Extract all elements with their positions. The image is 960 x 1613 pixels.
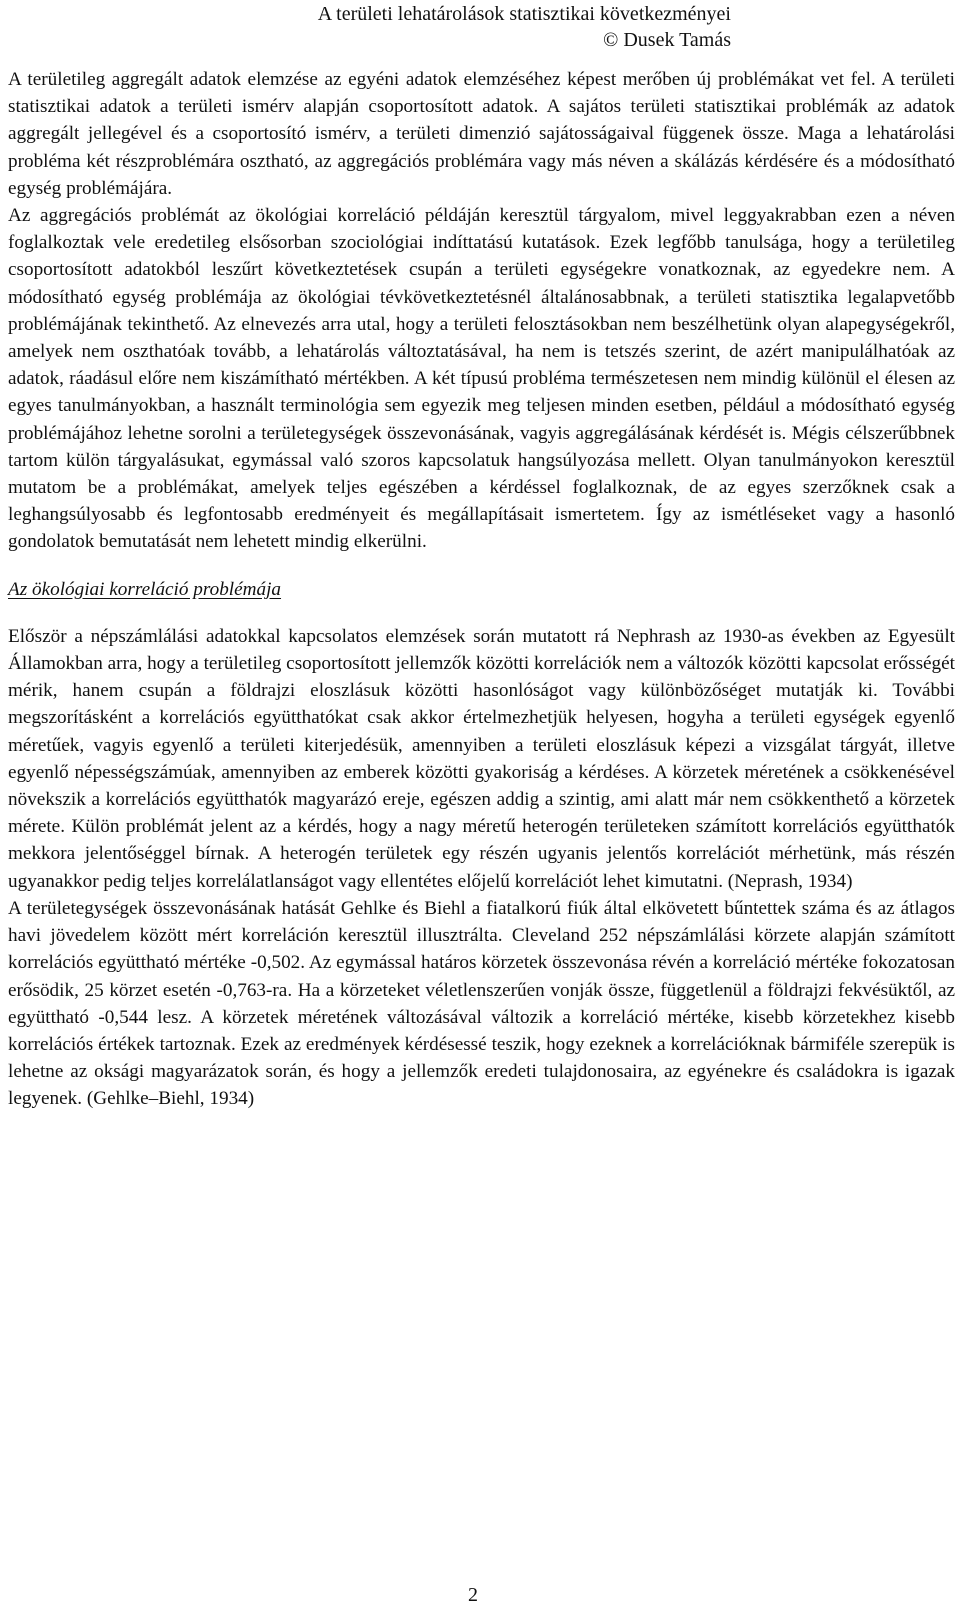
page-number: 2 bbox=[468, 1584, 478, 1606]
header-author: © Dusek Tamás bbox=[603, 29, 731, 51]
paragraph: A területegységek összevonásának hatását Gehlke és Biehl a fiatalkorú fiúk által elkövetett bűntettek száma és az átlagos havi jövedelem között mért korreláción keresztül illusztrálta. Cleveland 252 népszámlálási körzete alapján számított korrelációs együttható mértéke -0,502. Az egymással határos körzetek összevonása révén a korreláció mértéke fokozatosan erősödik, 25 körzet esetén -0,763-ra. Ha a körzeteket véletlenszerűen vonják össze, függetlenül a földrajzi fekvésüktől, az együttható -0,544 lesz. A körzetek méretének változásával változik a korreláció mértéke, kisebb körzetekhez kisebb korrelációs értékek tartoznak. Ezek az eredmények kérdésessé teszik, hogy ezeknek a korrelációknak bármiféle szerepük is lehetne az oksági magyarázatok során, és hogy a jellemzők eredeti tulajdonosaira, az egyénekre és családokra is igazak legyenek. (Gehlke–Biehl, 1934) bbox=[8, 897, 955, 1110]
paragraph: Először a népszámlálási adatokkal kapcsolatos elemzések során mutatott rá Nephrash az 1930-as években az Egyesült Államokban arra, hogy a területileg csoportosított jellemzők közötti korrelációk nem a változók közötti kapcsolat erősségét mérik, hanem csupán a földrajzi eloszlásuk közötti hasonlóságot vagy különbözőséget mutatják ki. További megszorításként a korrelációs együtthatókat csak akkor értelmezhetjük helyesen, hogyha a területi egységek egyenlő méretűek, vagyis egyenlő a területi kiterjedésük, amennyiben a területi eloszlásuk képezi a vizsgálat tárgyát, illetve egyenlő népességszámúak, amennyiben az emberek közötti gyakoriság a kérdéses. A körzetek méretének a csökkenésével növekszik a korrelációs együtthatók magyarázó ereje, egészen addig a szintig, ami alatt már nem csökkenthető a körzetek mérete. Külön problémát jelent az a kérdés, hogy a nagy méretű heterogén területeken számított korrelációs együtthatók mekkora jelentőséggel bírnak. A heterogén területek egy részén ugyanis jelentős korrelációt mérhetünk, más részén ugyanakkor pedig teljes korrelálatlanságot vagy ellentétes előjelű korrelációt lehet kimutatni. (Neprash, 1934) bbox=[8, 625, 955, 892]
paragraph: A területileg aggregált adatok elemzése az egyéni adatok elemzéséhez képest merőben új problémákat vet fel. A területi statisztikai adatok a területi ismérv alapján csoportosított adatok. A sajátos területi statisztikai problémák az adatok aggregált jellegével és a csoportosító ismérv, a területi dimenzió sajátosságaival függenek össze. Maga a lehatárolási probléma két részproblémára osztható, az aggregációs problémára vagy más néven a skálázás kérdésére és a módosítható egység problémájára. bbox=[8, 69, 955, 199]
paragraph: Az aggregációs problémát az ökológiai korreláció példáján keresztül tárgyalom, mivel leggyakrabban ezen a néven foglalkoztak vele eredetileg elsősorban szociológiai indíttatású kutatások. Ezek legfőbb tanulsága, hogy a területileg csoportosított adatokból leszűrt következtetések csupán a területi egységekre vonatkoznak, az egyedekre nem. A módosítható egység problémája az ökológiai tévkövetkeztetésnél általánosabbnak, a területi statisztika legalapvetőbb problémájának tekinthető. Az elnevezés arra utal, hogy a területi felosztásokban nem beszélhetünk olyan alapegységekről, amelyek nem oszthatóak tovább, a lehatárolás változtatásával, ha nem is tetszés szerint, de azért manipulálhatóak az adatok, ráadásul előre nem kiszámítható mértékben. A két típusú probléma természetesen nem mindig különül el élesen az egyes tanulmányokban, a használt terminológia sem egyezik meg teljesen minden esetben, például a módosítható egység problémájához lehetne sorolni a területegységek összevonásának, vagyis aggregálásának kérdését is. Mégis célszerűbbnek tartom külön tárgyalásukat, egymással való szoros kapcsolatuk hangsúlyozása mellett. Olyan tanulmányokon keresztül mutatom be a problémákat, amelyek teljes egészében a kérdéssel foglalkoznak, de az egyes szerzőknek csak a leghangsúlyosabb és legfontosabb eredményeit és megállapításait ismertetem. Így az ismétléseket vagy a hasonló gondolatok bemutatását nem lehetett mindig elkerülni. bbox=[8, 205, 955, 553]
header-title: A területi lehatárolások statisztikai következményei bbox=[317, 3, 731, 25]
document-body bbox=[8, 66, 955, 1113]
section-heading: Az ökológiai korreláció problémája bbox=[8, 578, 282, 600]
